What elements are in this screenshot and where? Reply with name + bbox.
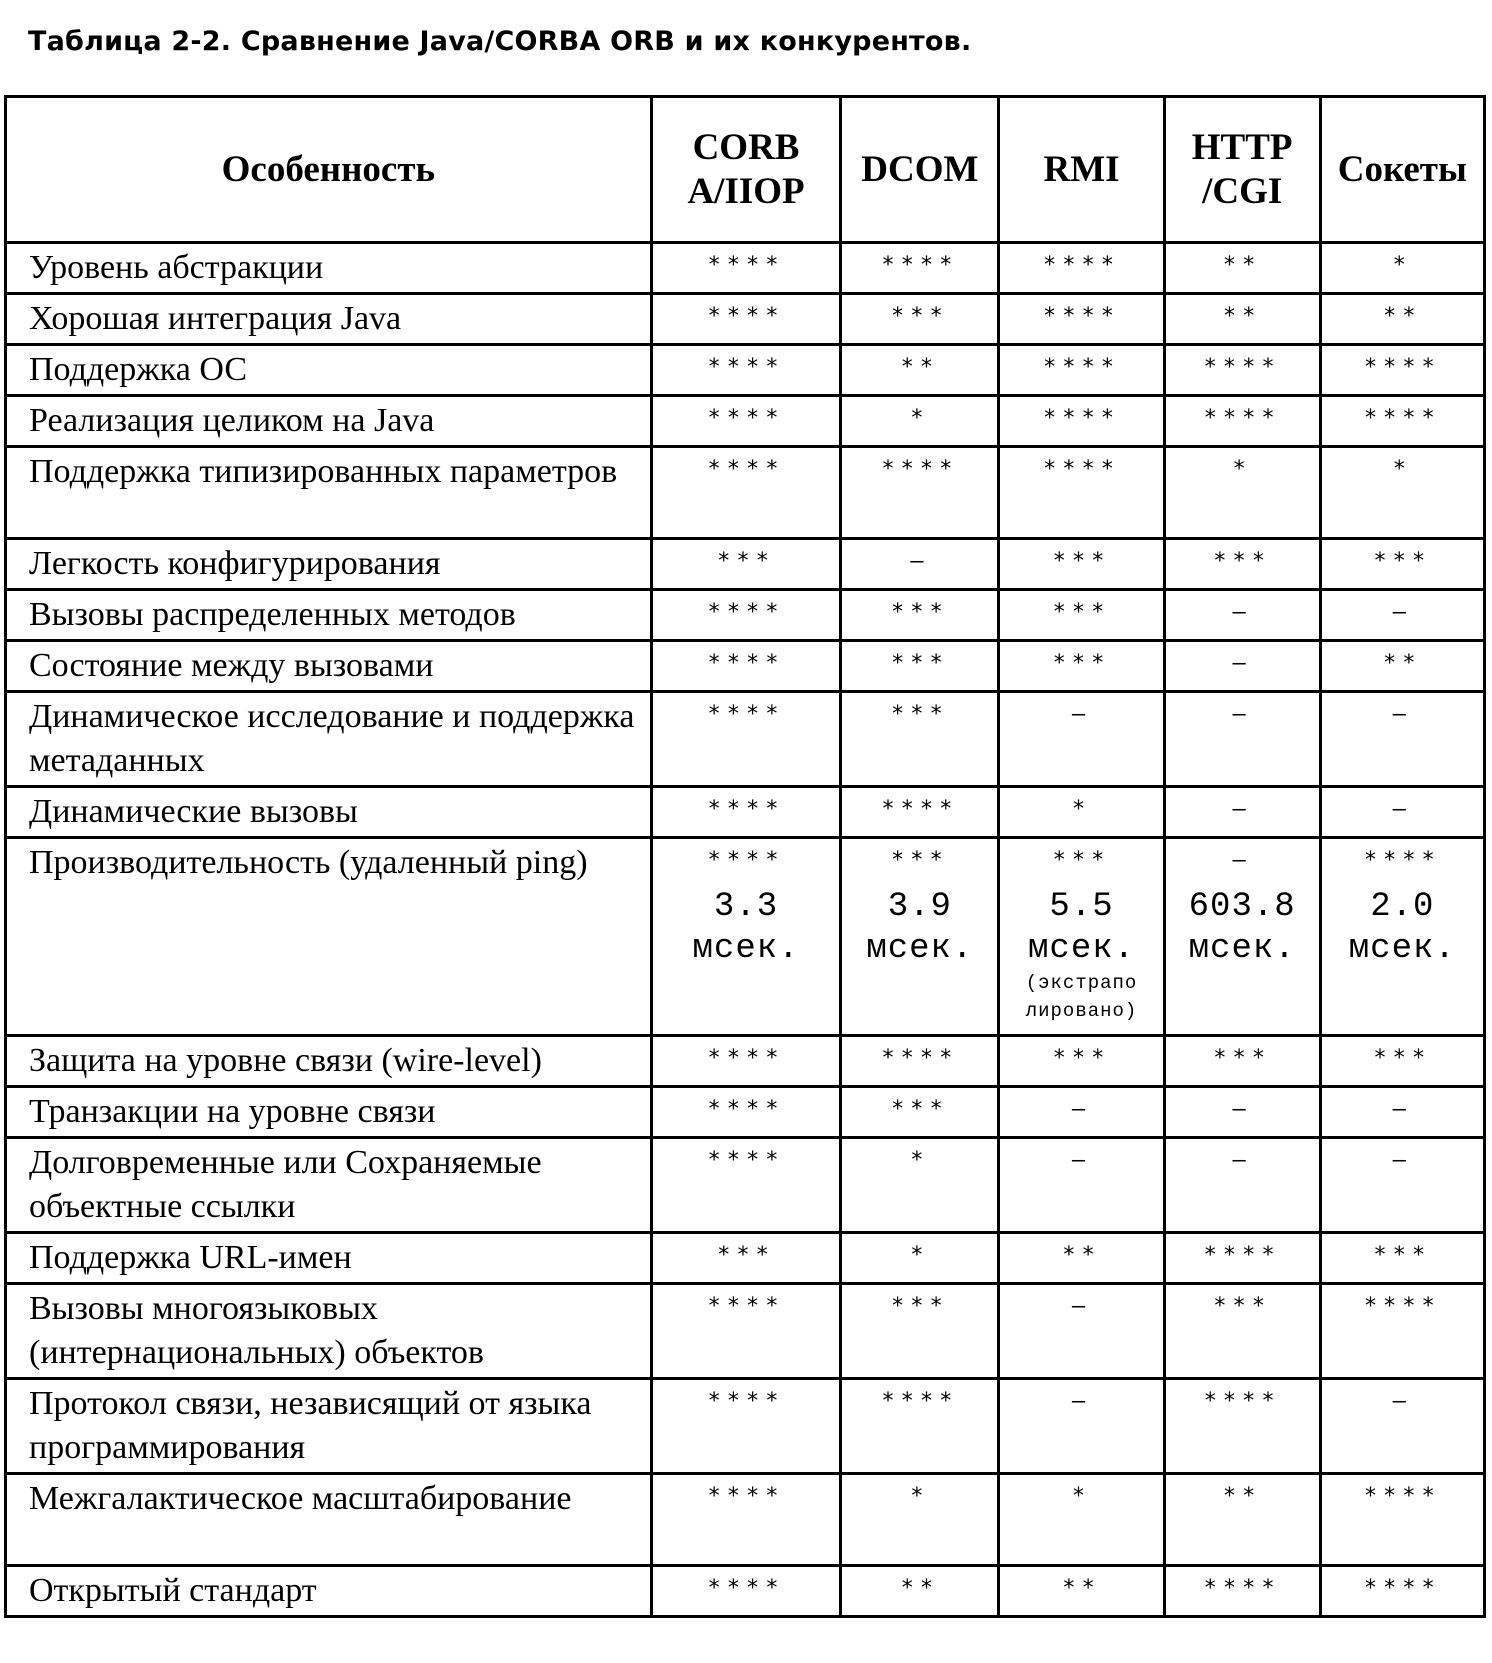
rating-cell-rmi [999,1087,1164,1138]
rating-cell-sockets [1320,590,1484,641]
table-row [6,447,1485,539]
feature-cell: Вызовы многоязыковых (интернациональных) объектов [6,1284,652,1379]
rating-stars: ** [1222,253,1262,278]
feature-cell: Протокол связи, независящий от языка программирования [6,1379,652,1474]
rating-cell-rmi [999,1566,1164,1617]
feature-cell: Легкость конфигурирования [6,539,652,590]
rating-cell-sockets [1320,294,1484,345]
column-header-feature: Особенность [6,97,652,243]
rating-stars: *** [890,848,949,873]
rating-stars: **** [881,253,959,278]
table-row [6,590,1485,641]
rating-stars: *** [1052,600,1111,625]
rating-stars: – [1232,600,1252,625]
rating-stars: *** [1373,1046,1432,1071]
table-row [6,1036,1485,1087]
rating-cell-sockets [1320,1233,1484,1284]
table-row [6,396,1485,447]
rating-stars: *** [1213,549,1272,574]
rating-cell-sockets [1320,1036,1484,1087]
table-row [6,1379,1485,1474]
feature-cell: Хорошая интеграция Java [6,294,652,345]
rating-cell-http [1164,787,1320,838]
rating-stars: **** [1363,1484,1441,1509]
rating-stars: **** [1363,1294,1441,1319]
rating-stars: – [1232,1148,1252,1173]
rating-stars: – [1071,1148,1092,1173]
feature-cell: Производительность (удаленный ping) [6,838,652,1036]
rating-stars: **** [1363,406,1441,431]
feature-cell: Поддержка URL-имен [6,1233,652,1284]
rating-stars: * [1392,457,1412,482]
rating-cell-http [1164,243,1320,294]
rating-cell-sockets [1320,692,1484,787]
rating-cell-dcom [841,345,999,396]
rating-cell-rmi [999,1474,1164,1566]
rating-stars: **** [881,1389,959,1414]
rating-stars: **** [707,253,785,278]
rating-cell-dcom [841,1087,999,1138]
rating-cell-sockets [1320,838,1484,1036]
rating-cell-dcom [841,641,999,692]
rating-stars: **** [1363,1576,1441,1601]
table-row [6,1284,1485,1379]
rating-stars: * [1071,797,1092,822]
rating-cell-corba [651,692,841,787]
rating-cell-http [1164,692,1320,787]
rating-stars: **** [1363,355,1441,380]
rating-cell-rmi [999,1379,1164,1474]
rating-stars: **** [1203,1576,1281,1601]
rating-cell-sockets [1320,641,1484,692]
feature-cell: Долговременные или Сохраняемые объектные ссылки [6,1138,652,1233]
rating-stars: **** [707,797,785,822]
rating-stars: **** [707,406,785,431]
rating-cell-dcom [841,1474,999,1566]
rating-cell-rmi [999,294,1164,345]
rating-stars: ** [1383,651,1422,676]
feature-cell: Состояние между вызовами [6,641,652,692]
rating-stars: **** [1043,304,1121,329]
rating-cell-corba [651,1087,841,1138]
table-row [6,692,1485,787]
ping-time-unit: мсек. [866,930,974,968]
table-caption: Таблица 2-2. Сравнение Java/CORBA ORB и их конкурентов. [28,26,972,57]
rating-cell-rmi [999,243,1164,294]
rating-stars: * [1392,253,1412,278]
rating-cell-corba [651,243,841,294]
rating-cell-sockets [1320,396,1484,447]
rating-stars: **** [1043,406,1121,431]
rating-stars: – [1071,1097,1092,1122]
rating-stars: **** [707,1294,785,1319]
rating-cell-http [1164,294,1320,345]
rating-stars: *** [890,702,949,727]
rating-stars: * [1071,1484,1092,1509]
rating-stars: **** [707,1097,785,1122]
rating-cell-sockets [1320,345,1484,396]
rating-cell-corba [651,1566,841,1617]
rating-cell-sockets [1320,1138,1484,1233]
rating-stars: – [1232,797,1252,822]
rating-cell-dcom [841,294,999,345]
rating-cell-http [1164,1566,1320,1617]
rating-cell-dcom [841,1036,999,1087]
rating-cell-http [1164,641,1320,692]
ping-time-unit: мсек. [692,930,800,968]
ping-time-unit: мсек. [1188,930,1296,968]
rating-cell-dcom [841,243,999,294]
rating-cell-http [1164,838,1320,1036]
rating-cell-rmi [999,1284,1164,1379]
rating-cell-corba [651,294,841,345]
feature-cell: Поддержка типизированных параметров [6,447,652,539]
rating-cell-corba [651,1233,841,1284]
rating-stars: **** [1203,355,1281,380]
rating-stars: **** [1363,848,1441,873]
rating-cell-http [1164,590,1320,641]
feature-cell: Транзакции на уровне связи [6,1087,652,1138]
rating-stars: *** [1373,549,1432,574]
rating-cell-rmi [999,1036,1164,1087]
rating-cell-corba [651,641,841,692]
rating-stars: – [1392,1148,1412,1173]
rating-stars: – [1232,1097,1252,1122]
rating-cell-http [1164,1036,1320,1087]
rating-cell-dcom [841,447,999,539]
rating-cell-sockets [1320,243,1484,294]
ping-time-value: 2.0 [1370,888,1435,926]
rating-stars: **** [707,304,785,329]
rating-stars: *** [717,549,775,574]
header-row [6,97,1485,243]
rating-stars: **** [1043,457,1121,482]
rating-cell-rmi [999,838,1164,1036]
rating-stars: * [910,1243,930,1268]
feature-cell: Открытый стандарт [6,1566,652,1617]
table-row [6,345,1485,396]
rating-stars: *** [1213,1294,1272,1319]
rating-stars: **** [1203,1243,1281,1268]
rating-cell-corba [651,396,841,447]
rating-cell-dcom [841,1138,999,1233]
rating-stars: *** [1052,549,1111,574]
rating-stars: ** [1062,1576,1101,1601]
rating-cell-rmi [999,641,1164,692]
rating-stars: – [1392,600,1412,625]
rating-cell-sockets [1320,539,1484,590]
rating-stars: ** [1222,1484,1262,1509]
feature-cell: Динамическое исследование и поддержка метаданных [6,692,652,787]
rating-cell-http [1164,447,1320,539]
rating-stars: **** [1203,406,1281,431]
rating-stars: **** [881,457,959,482]
rating-stars: * [910,1148,930,1173]
rating-cell-http [1164,1233,1320,1284]
column-header-corba: CORB A/IIOP [651,97,841,243]
rating-cell-http [1164,396,1320,447]
rating-cell-http [1164,1284,1320,1379]
rating-stars: – [1232,702,1252,727]
rating-stars: **** [707,1576,785,1601]
table-row [6,641,1485,692]
rating-stars: **** [707,1046,785,1071]
table-row [6,1233,1485,1284]
rating-cell-corba [651,447,841,539]
rating-stars: – [910,549,930,574]
rating-stars: *** [1213,1046,1272,1071]
rating-cell-corba [651,1284,841,1379]
rating-cell-dcom [841,838,999,1036]
rating-stars: – [1392,1389,1412,1414]
rating-cell-dcom [841,539,999,590]
rating-stars: * [910,1484,930,1509]
rating-stars: ** [900,355,940,380]
rating-cell-corba [651,1138,841,1233]
rating-cell-http [1164,345,1320,396]
rating-cell-http [1164,1379,1320,1474]
rating-cell-http [1164,1138,1320,1233]
column-header-sockets: Сокеты [1320,97,1484,243]
table-row [6,1138,1485,1233]
rating-cell-dcom [841,1233,999,1284]
rating-stars: *** [1052,848,1111,873]
ping-time-value: 5.5 [1049,888,1114,926]
table-row [6,1474,1485,1566]
rating-cell-corba [651,345,841,396]
rating-stars: *** [1373,1243,1432,1268]
rating-cell-corba [651,1474,841,1566]
rating-stars: **** [707,355,785,380]
rating-cell-http [1164,1087,1320,1138]
rating-stars: ** [1383,304,1422,329]
extrapolated-note: (экстрапо [1025,972,1138,994]
feature-cell: Уровень абстракции [6,243,652,294]
rating-cell-rmi [999,1233,1164,1284]
column-header-http: HTTP /CGI [1164,97,1320,243]
rating-stars: **** [707,702,785,727]
rating-stars: **** [881,797,959,822]
feature-cell: Реализация целиком на Java [6,396,652,447]
rating-stars: ** [1222,304,1262,329]
rating-stars: *** [890,304,949,329]
rating-stars: * [1232,457,1252,482]
ping-time-value: 3.9 [887,888,952,926]
rating-stars: *** [890,1097,949,1122]
rating-stars: – [1071,702,1092,727]
ping-time-unit: мсек. [1348,930,1456,968]
ping-time-unit: мсек. [1028,930,1136,968]
rating-stars: ** [900,1576,940,1601]
rating-cell-corba [651,539,841,590]
rating-cell-sockets [1320,1474,1484,1566]
rating-cell-corba [651,787,841,838]
table-row [6,1087,1485,1138]
rating-cell-rmi [999,1138,1164,1233]
comparison-table [4,95,1486,1618]
rating-stars: **** [707,1389,785,1414]
rating-stars: *** [1052,651,1111,676]
feature-cell: Поддержка ОС [6,345,652,396]
rating-cell-dcom [841,692,999,787]
rating-stars: ** [1062,1243,1101,1268]
rating-cell-dcom [841,1379,999,1474]
rating-stars: *** [890,600,949,625]
rating-cell-sockets [1320,1566,1484,1617]
rating-stars: *** [890,651,949,676]
rating-stars: – [1071,1294,1092,1319]
rating-stars: – [1392,1097,1412,1122]
rating-cell-rmi [999,447,1164,539]
rating-stars: * [910,406,930,431]
table-row [6,539,1485,590]
rating-stars: **** [707,848,785,873]
rating-cell-dcom [841,787,999,838]
rating-stars: – [1071,1389,1092,1414]
rating-stars: **** [707,651,785,676]
rating-cell-rmi [999,692,1164,787]
feature-cell: Защита на уровне связи (wire-level) [6,1036,652,1087]
ping-time-value: 603.8 [1188,888,1296,926]
rating-stars: *** [890,1294,949,1319]
rating-cell-corba [651,1036,841,1087]
rating-cell-sockets [1320,1284,1484,1379]
rating-cell-corba [651,1379,841,1474]
rating-cell-rmi [999,345,1164,396]
column-header-rmi: RMI [999,97,1164,243]
rating-stars: – [1232,848,1252,873]
rating-stars: **** [707,1148,785,1173]
ping-time-value: 3.3 [713,888,779,926]
rating-cell-rmi [999,396,1164,447]
rating-cell-dcom [841,1566,999,1617]
rating-stars: **** [1043,253,1121,278]
table-row [6,1566,1485,1617]
rating-stars: **** [1043,355,1121,380]
rating-stars: *** [1052,1046,1111,1071]
rating-cell-dcom [841,1284,999,1379]
feature-cell: Вызовы распределенных методов [6,590,652,641]
rating-stars: **** [707,457,785,482]
rating-stars: **** [707,1484,785,1509]
feature-cell: Межгалактическое масштабирование [6,1474,652,1566]
rating-cell-corba [651,838,841,1036]
rating-stars: – [1392,702,1412,727]
rating-cell-sockets [1320,787,1484,838]
table-row [6,787,1485,838]
rating-stars: – [1232,651,1252,676]
feature-cell: Динамические вызовы [6,787,652,838]
rating-cell-sockets [1320,447,1484,539]
extrapolated-note: лировано) [1025,1000,1138,1022]
rating-cell-sockets [1320,1087,1484,1138]
table-row [6,294,1485,345]
rating-cell-dcom [841,396,999,447]
rating-cell-rmi [999,539,1164,590]
rating-cell-corba [651,590,841,641]
table-row [6,838,1485,1036]
rating-cell-rmi [999,787,1164,838]
table-row [6,243,1485,294]
rating-stars: – [1392,797,1412,822]
rating-stars: *** [717,1243,775,1268]
rating-stars: **** [1203,1389,1281,1414]
rating-cell-sockets [1320,1379,1484,1474]
rating-cell-rmi [999,590,1164,641]
rating-cell-dcom [841,590,999,641]
rating-cell-http [1164,1474,1320,1566]
rating-stars: **** [881,1046,959,1071]
rating-cell-http [1164,539,1320,590]
column-header-dcom: DCOM [841,97,999,243]
rating-stars: **** [707,600,785,625]
